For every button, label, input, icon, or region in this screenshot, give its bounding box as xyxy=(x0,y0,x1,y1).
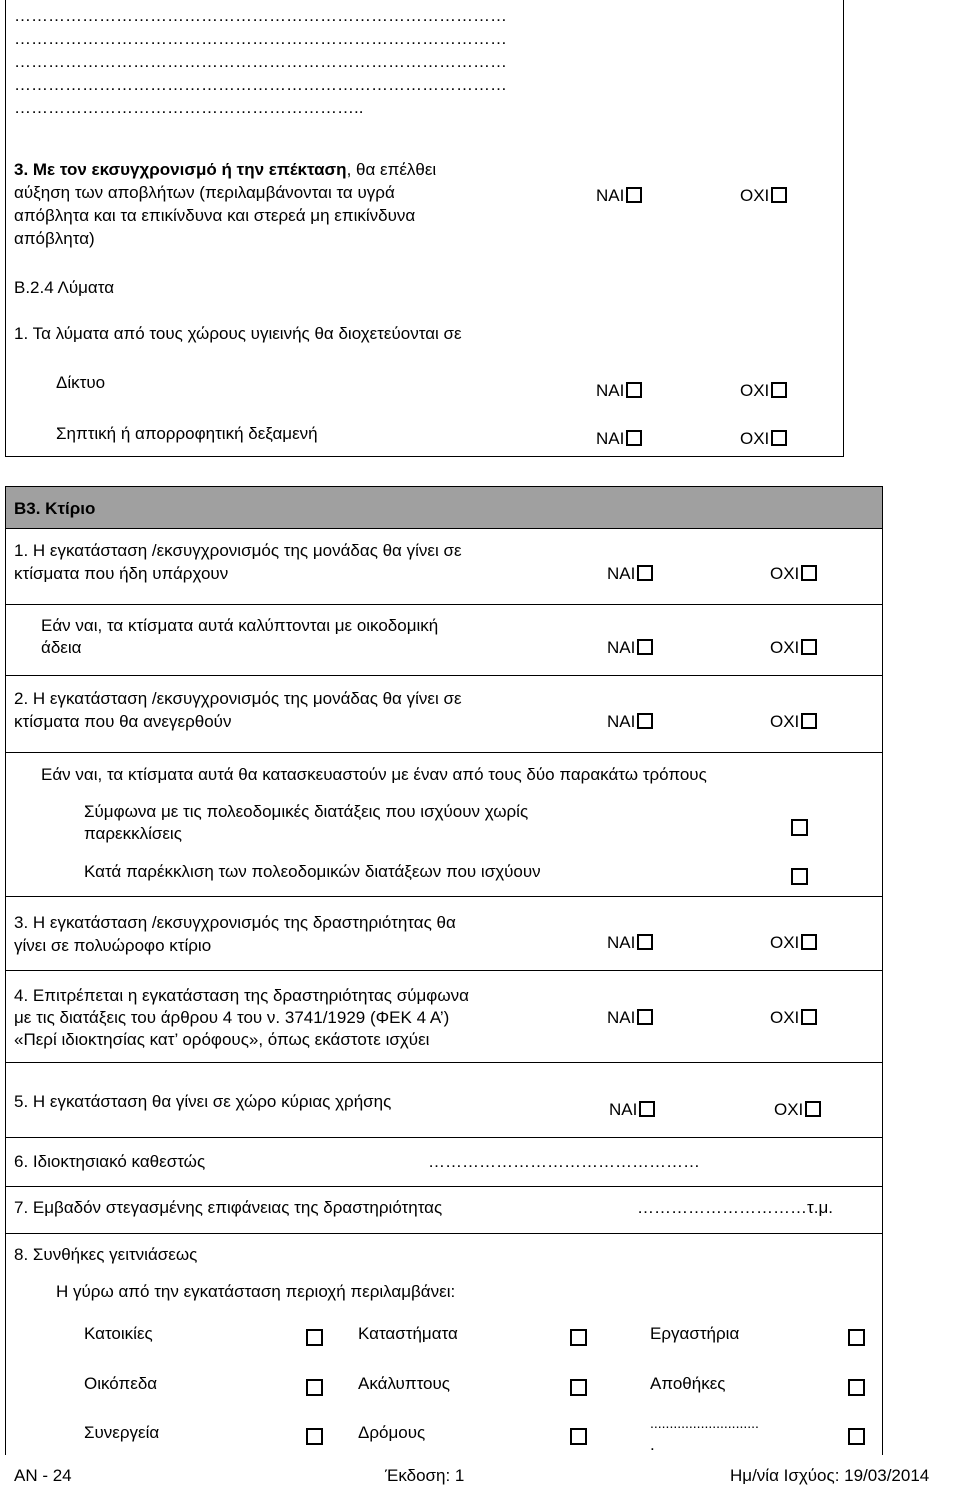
b3-question-1a: Εάν ναι, τα κτίσματα αυτά καλύπτονται με οικοδομική xyxy=(41,616,439,635)
checkbox[interactable] xyxy=(637,934,653,950)
b3-question-5: 5. Η εγκατάσταση θα γίνει σε χώρο κύριας χρήσης xyxy=(14,1092,392,1111)
b3-question-3: γίνει σε πολυώροφο κτίριο xyxy=(14,936,212,955)
area-roads-label: Δρόμους xyxy=(358,1423,426,1442)
yes-option[interactable]: ΝΑΙ xyxy=(607,637,653,659)
yes-option[interactable]: ΝΑΙ xyxy=(607,1007,653,1029)
question-3-text xyxy=(14,159,436,181)
b3-question-8: 8. Συνθήκες γειτνιάσεως xyxy=(14,1245,198,1264)
area-field[interactable]: …………………………τ.μ. xyxy=(637,1198,833,1217)
b3-question-7: 7. Εμβαδόν στεγασμένης επιφάνειας της δραστηριότητας xyxy=(14,1198,443,1217)
b24-question-1: 1. Τα λύματα από τους χώρους υγιεινής θα διοχετεύονται σε xyxy=(14,324,462,343)
no-option[interactable]: ΟΧΙ xyxy=(770,637,817,659)
b3-question-2: κτίσματα που θα ανεγερθούν xyxy=(14,712,232,731)
question-3-rest: , θα επέλθει xyxy=(346,160,437,179)
no-option[interactable]: ΟΧΙ xyxy=(770,932,817,954)
row-divider xyxy=(5,675,883,676)
area-other-checkbox[interactable] xyxy=(848,1428,865,1445)
yes-option[interactable]: ΝΑΙ xyxy=(607,563,653,585)
checkbox[interactable] xyxy=(637,565,653,581)
area-roads-checkbox[interactable] xyxy=(570,1428,587,1445)
checkbox[interactable] xyxy=(637,1009,653,1025)
section-b3-title: Β3. Κτίριο xyxy=(14,499,96,518)
question-3-line: απόβλητα και τα επικίνδυνα και στερεά μη επικίνδυνα xyxy=(14,206,416,225)
yes-option[interactable]: ΝΑΙ xyxy=(609,1099,655,1121)
b3-question-2a: Εάν ναι, τα κτίσματα αυτά θα κατασκευαστούν με έναν από τους δύο παρακάτω τρόπους xyxy=(41,765,707,784)
row-divider xyxy=(5,1062,883,1063)
option-1-label: Σύμφωνα με τις πολεοδομικές διατάξεις που ισχύουν χωρίς xyxy=(84,802,529,821)
row-divider xyxy=(5,752,883,753)
checkbox[interactable] xyxy=(801,934,817,950)
area-warehouses-label: Αποθήκες xyxy=(650,1374,726,1393)
option-1-label: παρεκκλίσεις xyxy=(84,824,182,843)
checkbox[interactable] xyxy=(801,639,817,655)
dotted-line: …………………………………………………….. xyxy=(14,98,364,117)
yes-option[interactable]: ΝΑΙ xyxy=(607,711,653,733)
area-plots-checkbox[interactable] xyxy=(306,1379,323,1396)
question-3-line: απόβλητα) xyxy=(14,229,95,248)
yes-option[interactable]: ΝΑΙ xyxy=(596,380,642,402)
area-open-spaces-checkbox[interactable] xyxy=(570,1379,587,1396)
no-option[interactable]: ΟΧΙ xyxy=(740,380,787,402)
option-2-checkbox[interactable] xyxy=(791,868,808,885)
checkbox[interactable] xyxy=(801,713,817,729)
border-left xyxy=(5,0,6,457)
row-divider xyxy=(5,528,883,529)
no-option[interactable]: ΟΧΙ xyxy=(774,1099,821,1121)
dotted-line: …………………………………………………………………………… xyxy=(14,75,507,94)
checkbox[interactable] xyxy=(771,187,787,203)
row-divider xyxy=(5,896,883,897)
b3-question-4: «Περί ιδιοκτησίας κατ’ ορόφους», όπως εκάστοτε ισχύει xyxy=(14,1030,430,1049)
ownership-field[interactable]: ………………………………………… xyxy=(428,1152,700,1171)
area-warehouses-checkbox[interactable] xyxy=(848,1379,865,1396)
area-plots-label: Οικόπεδα xyxy=(84,1374,158,1393)
checkbox[interactable] xyxy=(801,1009,817,1025)
b3-question-3: 3. Η εγκατάσταση /εκσυγχρονισμός της δραστηριότητας θα xyxy=(14,913,456,932)
checkbox[interactable] xyxy=(626,430,642,446)
b3-question-4: με τις διατάξεις του άρθρου 4 του ν. 3741/1929 (ΦΕΚ 4 Α’) xyxy=(14,1008,450,1027)
checkbox[interactable] xyxy=(771,430,787,446)
checkbox[interactable] xyxy=(637,713,653,729)
border-right xyxy=(843,0,844,457)
area-other-field[interactable]: ............................ xyxy=(650,1415,759,1431)
question-3-bold: 3. Με τον εκσυγχρονισμό ή την επέκταση xyxy=(14,160,347,179)
checkbox[interactable] xyxy=(639,1101,655,1117)
yes-option[interactable]: ΝΑΙ xyxy=(596,185,642,207)
b3-question-1: 1. Η εγκατάσταση /εκσυγχρονισμός της μονάδας θα γίνει σε xyxy=(14,541,462,560)
area-other-field: . xyxy=(650,1435,655,1454)
area-garages-label: Συνεργεία xyxy=(84,1423,160,1442)
b3-question-1: κτίσματα που ήδη υπάρχουν xyxy=(14,564,229,583)
row-divider xyxy=(5,1233,883,1234)
area-shops-checkbox[interactable] xyxy=(570,1329,587,1346)
row-divider xyxy=(5,1137,883,1138)
row-divider xyxy=(5,1186,883,1187)
area-residences-label: Κατοικίες xyxy=(84,1324,153,1343)
no-option[interactable]: ΟΧΙ xyxy=(770,563,817,585)
no-option[interactable]: ΟΧΙ xyxy=(740,428,787,450)
checkbox[interactable] xyxy=(771,382,787,398)
border-top xyxy=(5,486,883,487)
border-bottom xyxy=(5,456,844,457)
question-3-line: αύξηση των αποβλήτων (περιλαμβάνονται τα υγρά xyxy=(14,183,395,202)
b3-question-4: 4. Επιτρέπεται η εγκατάσταση της δραστηριότητας σύμφωνα xyxy=(14,986,469,1005)
yes-option[interactable]: ΝΑΙ xyxy=(596,428,642,450)
b3-question-1a: άδεια xyxy=(41,638,82,657)
area-workshops-label: Εργαστήρια xyxy=(650,1324,740,1343)
area-shops-label: Καταστήματα xyxy=(358,1324,458,1343)
footer-edition: Έκδοση: 1 xyxy=(385,1466,465,1485)
no-option[interactable]: ΟΧΙ xyxy=(770,1007,817,1029)
dotted-line: …………………………………………………………………………… xyxy=(14,52,507,71)
section-b24-title: Β.2.4 Λύματα xyxy=(14,278,115,297)
checkbox[interactable] xyxy=(626,382,642,398)
area-garages-checkbox[interactable] xyxy=(306,1428,323,1445)
footer-effective-date: Ημ/νία Ισχύος: 19/03/2014 xyxy=(730,1466,930,1485)
network-label: Δίκτυο xyxy=(56,373,106,392)
option-2-label: Κατά παρέκκλιση των πολεοδομικών διατάξεων που ισχύουν xyxy=(84,862,541,881)
checkbox[interactable] xyxy=(801,565,817,581)
area-residences-checkbox[interactable] xyxy=(306,1329,323,1346)
septic-label: Σηπτική ή απορροφητική δεξαμενή xyxy=(56,424,318,443)
checkbox[interactable] xyxy=(637,639,653,655)
checkbox[interactable] xyxy=(626,187,642,203)
row-divider xyxy=(5,604,883,605)
no-option[interactable]: ΟΧΙ xyxy=(770,711,817,733)
dotted-line: …………………………………………………………………………… xyxy=(14,29,507,48)
b3-question-6: 6. Ιδιοκτησιακό καθεστώς xyxy=(14,1152,206,1171)
checkbox[interactable] xyxy=(805,1101,821,1117)
dotted-line: …………………………………………………………………………… xyxy=(14,6,507,25)
no-option[interactable]: ΟΧΙ xyxy=(740,185,787,207)
area-workshops-checkbox[interactable] xyxy=(848,1329,865,1346)
option-1-checkbox[interactable] xyxy=(791,819,808,836)
yes-option[interactable]: ΝΑΙ xyxy=(607,932,653,954)
b3-question-2: 2. Η εγκατάσταση /εκσυγχρονισμός της μονάδας θα γίνει σε xyxy=(14,689,462,708)
area-open-spaces-label: Ακάλυπτους xyxy=(358,1374,450,1393)
section-header-bg xyxy=(5,486,883,528)
b3-question-8-sub: Η γύρω από την εγκατάσταση περιοχή περιλαμβάνει: xyxy=(56,1282,456,1301)
row-divider xyxy=(5,970,883,971)
footer-doc-code: ΑΝ - 24 xyxy=(14,1466,72,1485)
